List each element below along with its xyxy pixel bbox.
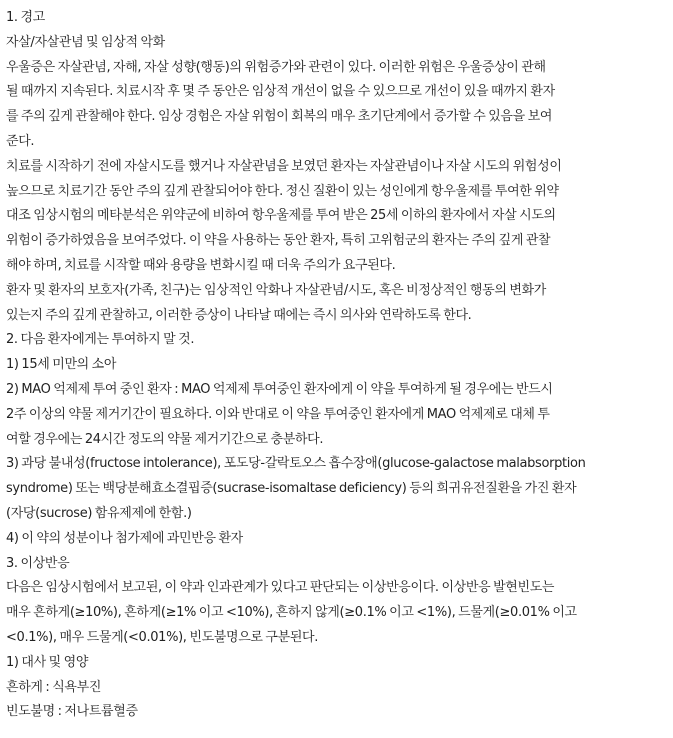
- list-item: 1) 대사 및 영양: [6, 654, 89, 670]
- text-line: 준다.: [6, 133, 35, 149]
- text-line: 여할 경우에는 24시간 정도의 약물 제거기간으로 충분하다.: [6, 431, 324, 447]
- list-item: 2) MAO 억제제 투여 중인 환자 : MAO 억제제 투여중인 환자에게 이 약을 투여하게 될 경우에는 반드시: [6, 381, 553, 397]
- section-heading-adverse-reactions: 3. 이상반응: [6, 555, 70, 571]
- text-line: 2주 이상의 약물 제거기간이 필요하다. 이와 반대로 이 약을 투여중인 환자에게 MAO 억제제로 대체 투: [6, 406, 550, 422]
- text-line: 위험이 증가하였음을 보여주었다. 이 약을 사용하는 동안 환자, 특히 고위험군의 환자는 주의 깊게 관찰: [6, 233, 551, 249]
- list-item: 4) 이 약의 성분이나 첨가제에 과민반응 환자: [6, 530, 243, 546]
- subheading-suicidality: 자살/자살관념 및 임상적 악화: [6, 34, 165, 50]
- text-line: syndrome) 또는 백당분해효소결핍증(sucrase-isomaltase deficiency) 등의 희귀유전질환을 가진 환자: [6, 481, 577, 497]
- text-line: 를 주의 깊게 관찰해야 한다. 임상 경험은 자살 위험이 회복의 매우 초기단계에서 증가할 수 있음을 보여: [6, 109, 553, 125]
- text-line: 매우 흔하게(≥10%), 흔하게(≥1% 이고 <10%), 흔하지 않게(≥0.1% 이고 <1%), 드물게(≥0.01% 이고: [6, 605, 577, 621]
- text-line: 될 때까지 지속된다. 치료시작 후 몇 주 동안은 임상적 개선이 없을 수 있으므로 개선이 있을 때까지 환자: [6, 84, 555, 100]
- text-line: 환자 및 환자의 보호자(가족, 친구)는 임상적인 악화나 자살관념/시도, 혹은 비정상적인 행동의 변화가: [6, 282, 546, 298]
- list-item: 3) 과당 불내성(fructose intolerance), 포도당-갈락토오스 흡수장애(glucose-galactose malabsorption: [6, 456, 586, 472]
- text-line: 치료를 시작하기 전에 자살시도를 했거나 자살관념을 보였던 환자는 자살관념이나 자살 시도의 위험성이: [6, 158, 562, 174]
- text-line: 흔하게 : 식욕부진: [6, 679, 102, 695]
- text-line: 빈도불명 : 저나트륨혈증: [6, 704, 138, 720]
- section-heading-contraindications: 2. 다음 환자에게는 투여하지 말 것.: [6, 332, 195, 348]
- text-line: 다음은 임상시험에서 보고된, 이 약과 인과관계가 있다고 판단되는 이상반응이다. 이상반응 발현빈도는: [6, 580, 555, 596]
- section-heading-warning: 1. 경고: [6, 10, 45, 25]
- text-line: 우울증은 자살관념, 자해, 자살 성향(행동)의 위험증가와 관련이 있다. 이러한 위험은 우울증상이 관해: [6, 59, 546, 75]
- text-line: 대조 임상시험의 메타분석은 위약군에 비하여 항우울제를 투여 받은 25세 이하의 환자에서 자살 시도의: [6, 208, 556, 224]
- text-line: (자당(sucrose) 함유제제에 한함.): [6, 505, 192, 521]
- list-item: 1) 15세 미만의 소아: [6, 357, 117, 373]
- text-line: <0.1%), 매우 드물게(<0.01%), 빈도불명으로 구분된다.: [6, 629, 319, 645]
- text-line: 높으므로 치료기간 동안 주의 깊게 관찰되어야 한다. 정신 질환이 있는 성인에게 항우울제를 투여한 위약: [6, 183, 559, 199]
- text-line: 있는지 주의 깊게 관찰하고, 이러한 증상이 나타날 때에는 즉시 의사와 연락하도록 한다.: [6, 307, 472, 323]
- text-line: 해야 하며, 치료를 시작할 때와 용량을 변화시킬 때 더욱 주의가 요구된다.: [6, 257, 396, 273]
